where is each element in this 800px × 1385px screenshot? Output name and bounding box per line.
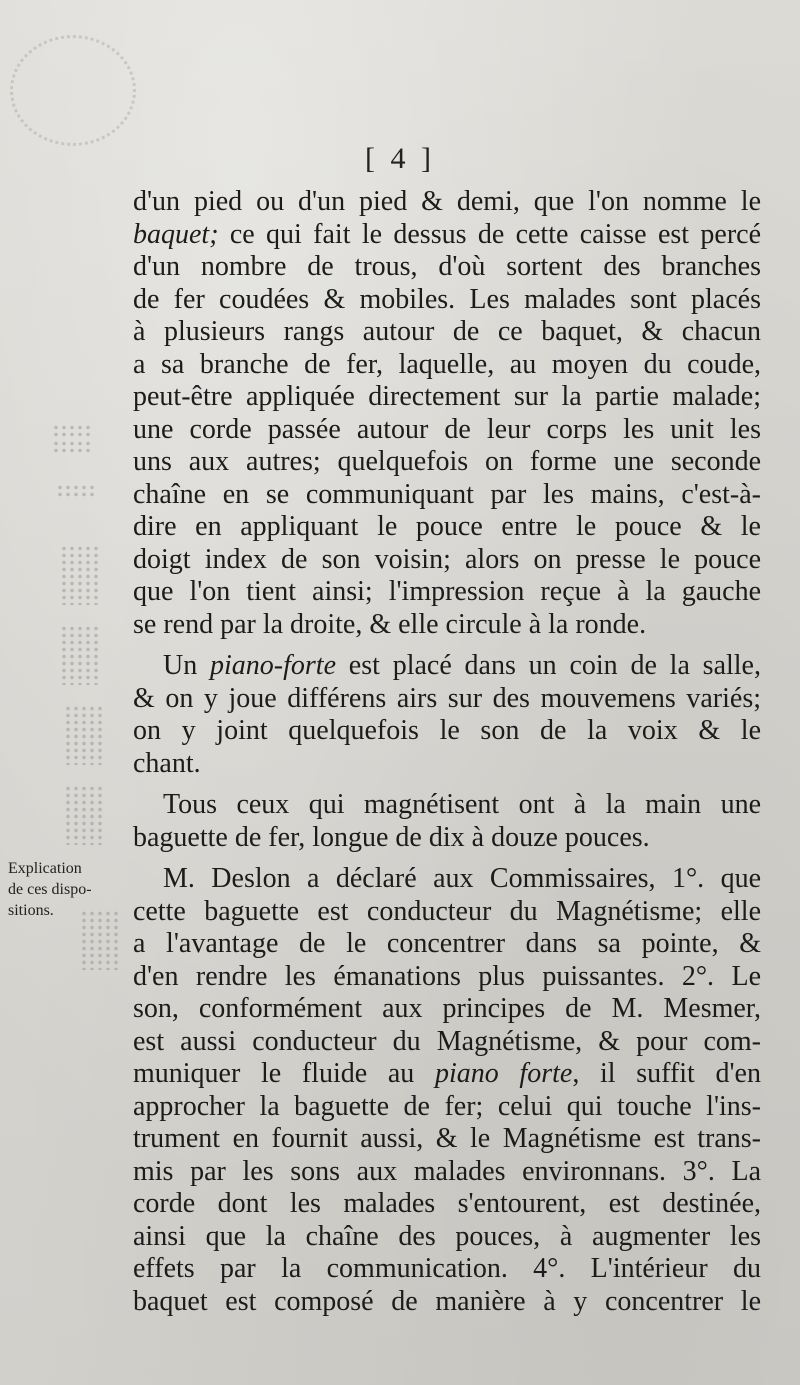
text-line: approcher la baguette de fer; celui qui touche l'ins- <box>133 1090 761 1122</box>
paragraph-gap <box>133 780 761 789</box>
text-line: M. Deslon a déclaré aux Commissaires, 1°. que <box>163 863 761 894</box>
italic-term: piano forte <box>434 1058 573 1089</box>
text-line: peut-être appliquée directement sur la partie malade; <box>133 381 761 412</box>
bleed-through-dots <box>60 545 100 605</box>
text-line: effets par la communication. 4°. L'intérieur du <box>133 1253 761 1284</box>
text-line: se rend par la droite, & elle circule à la ronde. <box>133 608 647 640</box>
text-line: d'un nombre de trous, d'où sortent des branches <box>133 251 761 282</box>
text-line: baquet; ce qui fait le dessus de cette caisse est percé <box>133 218 761 250</box>
text-line: uns aux autres; quelquefois on forme une seconde <box>133 446 761 477</box>
bleed-through-dots <box>64 705 104 765</box>
margin-note <box>8 858 126 921</box>
text-line: muniquer le fluide au piano forte, il suffit d'en <box>133 1058 761 1089</box>
text-line: ainsi que la chaîne des pouces, à augmenter les <box>133 1220 761 1252</box>
bleed-through-dots <box>52 440 92 454</box>
bleed-through-dots <box>52 424 92 438</box>
text-line: d'un pied ou d'un pied & demi, que l'on nomme le <box>133 186 761 217</box>
text-line: trument en fournit aussi, & le Magnétisme est trans- <box>133 1123 761 1154</box>
library-stamp <box>10 35 136 146</box>
text-line: à plusieurs rangs autour de ce baquet, & chacun <box>133 316 761 347</box>
bleed-through-dots <box>60 625 100 685</box>
text-line: mis par les sons aux malades environnans. 3°. La <box>133 1155 761 1187</box>
italic-term: baquet; <box>133 218 219 250</box>
text-line: chaîne en se communiquant par les mains, c'est-à- <box>133 478 761 510</box>
text-line: son, conformément aux principes de M. Mesmer, <box>133 993 761 1024</box>
text-line: doigt index de son voisin; alors on presse le pouce <box>133 543 761 575</box>
body-text <box>133 186 761 1318</box>
bleed-through-dots <box>64 785 104 845</box>
italic-term: piano-forte <box>210 650 337 681</box>
text-line: corde dont les malades s'entourent, est destinée, <box>133 1188 761 1219</box>
text-line: d'en rendre les émanations plus puissantes. 2°. Le <box>133 960 761 992</box>
paragraph-gap <box>133 854 761 863</box>
text-line: a sa branche de fer, laquelle, au moyen du coude, <box>133 348 761 380</box>
margin-note-line: Explication <box>8 860 82 877</box>
text-line: cette baguette est conducteur du Magnétisme; elle <box>133 895 761 927</box>
margin-note-line: de ces dispo- <box>8 881 92 898</box>
text-line: a l'avantage de le concentrer dans sa pointe, & <box>133 928 761 959</box>
text-line: Un piano-forte est placé dans un coin de la salle, <box>163 650 761 681</box>
text-line: dire en appliquant le pouce entre le pouce & le <box>133 511 761 542</box>
text-line: une corde passée autour de leur corps les unit les <box>133 413 761 445</box>
bleed-through-dots <box>56 484 96 498</box>
text-line: Tous ceux qui magnétisent ont à la main une <box>163 789 761 820</box>
text-line: que l'on tient ainsi; l'impression reçue à la gauche <box>133 576 761 607</box>
margin-note-line: sitions. <box>8 902 54 919</box>
paragraph-gap <box>133 641 761 650</box>
text-line: baguette de fer, longue de dix à douze pouces. <box>133 821 650 853</box>
text-line: de fer coudées & mobiles. Les malades sont placés <box>133 283 761 315</box>
text-line: chant. <box>133 747 201 779</box>
page-number: [ 4 ] <box>365 142 435 175</box>
text-line: est aussi conducteur du Magnétisme, & pour com- <box>133 1025 761 1057</box>
text-line: baquet est composé de manière à y concentrer le <box>133 1285 761 1317</box>
text-line: & on y joue différens airs sur des mouvemens variés; <box>133 682 761 714</box>
text-line: on y joint quelquefois le son de la voix & le <box>133 715 761 746</box>
